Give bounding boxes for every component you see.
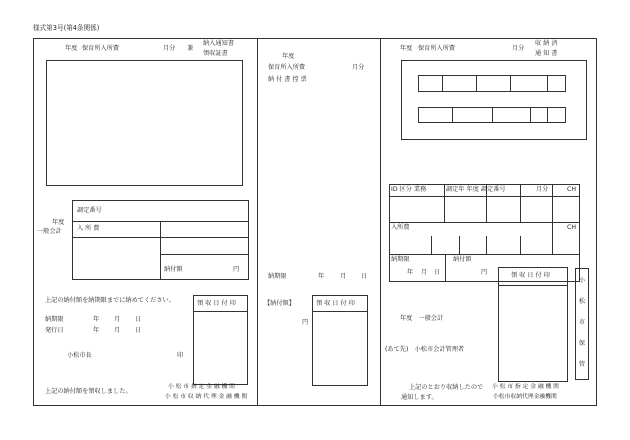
grid-header-id: ID 区分 業務 <box>391 186 427 193</box>
ocr-cell-line <box>476 75 477 92</box>
vertical-char: 松 <box>578 298 586 305</box>
left-title-year: 年度 <box>65 45 78 52</box>
mid-yen: 円 <box>302 319 309 326</box>
vertical-char: 管 <box>578 361 586 368</box>
grid-vline <box>431 236 432 254</box>
mid-year: 年度 <box>282 53 295 60</box>
grid-vline <box>520 236 521 254</box>
ocr-cell-line <box>492 107 493 123</box>
right-bank-designated: 小 松 市 指 定 金 融 機 関 <box>492 384 559 390</box>
left-account-year: 年度 <box>52 219 65 226</box>
ocr-cell-line <box>547 107 548 123</box>
right-title-2: 通 知 書 <box>535 50 558 57</box>
grid-header-ch: CH <box>567 186 576 193</box>
column-divider-right <box>380 38 381 406</box>
vertical-char: 小 <box>578 277 586 284</box>
column-divider-left <box>257 38 258 406</box>
right-due-label: 納期限 <box>391 256 410 263</box>
stamp-box-line <box>498 285 568 286</box>
mid-title: 納 付 書 控 票 <box>268 76 307 83</box>
right-paid-label: 納付額 <box>453 256 472 263</box>
right-title-month: 月分 <box>512 45 525 52</box>
left-bank-designated: 小 松 市 指 定 金 融 機 関 <box>168 384 235 390</box>
form-number: 様式第3号(第4条関係) <box>33 24 100 32</box>
right-received-1: 上記のとおり収納したので <box>409 384 484 391</box>
fee-label: 入 所 費 <box>77 225 100 232</box>
mid-name: 保育所入所費 <box>268 64 306 71</box>
mid-month: 月分 <box>352 64 365 71</box>
due-date-label: 納期限 <box>45 316 64 323</box>
right-ch2: CH <box>567 224 576 231</box>
left-title-notice: 納入通知書 <box>203 40 234 47</box>
left-stamp-box <box>193 295 248 385</box>
ocr-cell-line <box>442 75 443 92</box>
fee-table-line <box>160 254 249 255</box>
due-month: 月 <box>114 316 121 323</box>
right-stamp-label: 領 収 日 付 印 <box>511 272 550 279</box>
right-title-1: 収 納 済 <box>535 40 558 47</box>
payment-instruction: 上記の納付額を納期限までに納めてください。 <box>45 297 175 304</box>
vertical-char: 市 <box>578 319 586 326</box>
issue-year: 年 <box>93 327 100 334</box>
mid-due-day: 日 <box>361 273 368 280</box>
ocr-row-1 <box>418 75 566 92</box>
grid-vline <box>552 184 553 222</box>
due-year: 年 <box>93 316 100 323</box>
right-due-month: 月 <box>421 269 428 276</box>
right-title-year: 年度 <box>400 45 413 52</box>
ocr-cell-line <box>452 107 453 123</box>
left-stamp-label: 領 収 日 付 印 <box>197 300 236 307</box>
right-due-year: 年 <box>407 269 414 276</box>
grid-vline <box>445 254 446 282</box>
right-account: 年度 一般会計 <box>400 315 444 322</box>
right-received-2: 通知します。 <box>401 394 438 401</box>
mid-stamp-label: 領 収 日 付 印 <box>316 300 355 307</box>
issue-day: 日 <box>135 327 142 334</box>
right-addressee: (あて先) 小松市会計管理者 <box>385 346 465 353</box>
right-fee-label: 入所費 <box>391 224 410 231</box>
ocr-cell-line <box>547 75 548 92</box>
left-bank-agent: 小 松 市 収 納 代 理 金 融 機 関 <box>165 394 248 400</box>
mayor-label: 小松市長 <box>67 352 92 359</box>
right-due-day: 日 <box>434 269 441 276</box>
mid-due-year: 年 <box>318 273 325 280</box>
seal-label: 印 <box>177 352 184 359</box>
stamp-box-line <box>193 311 248 312</box>
decision-no-label: 調定番号 <box>77 207 102 214</box>
ocr-frame <box>401 60 587 140</box>
left-title-name: 保育所入所費 <box>82 45 120 52</box>
right-yen: 円 <box>481 269 488 276</box>
issue-month: 月 <box>114 327 121 334</box>
ocr-cell-line <box>510 75 511 92</box>
grid-vline <box>520 184 521 222</box>
mid-due-label: 納期限 <box>268 273 287 280</box>
ocr-cell-line <box>530 107 531 123</box>
received-text: 上記の納付額を領収しました。 <box>45 388 132 395</box>
left-account-name: 一般会計 <box>37 228 62 235</box>
grid-vline <box>459 236 460 254</box>
grid-vline <box>486 236 487 254</box>
address-window <box>46 60 243 186</box>
grid-vline <box>552 222 553 254</box>
grid-header-month: 月分 <box>536 186 549 193</box>
grid-vline <box>444 184 445 222</box>
due-day: 日 <box>135 316 142 323</box>
paid-amount-label: 納付額 <box>164 266 183 273</box>
grid-line <box>389 254 580 255</box>
stamp-box-line <box>312 311 368 312</box>
mid-due-month: 月 <box>340 273 347 280</box>
right-title-name: 保育所入所費 <box>418 45 456 52</box>
fee-table-vline <box>160 221 161 280</box>
mid-paid-label: 【納付額】 <box>264 300 295 307</box>
right-bank-agent: 小松市収納代理金融機関 <box>493 394 557 400</box>
left-title-ken: 兼 <box>187 45 194 52</box>
issue-date-label: 発行日 <box>45 327 64 334</box>
vertical-char: 保 <box>578 340 586 347</box>
left-title-receipt: 領収証書 <box>203 50 228 57</box>
yen-label: 円 <box>233 266 240 273</box>
grid-header-mid: 調定年 年度 調定番号 <box>446 186 506 193</box>
mid-stamp-box <box>312 295 368 386</box>
left-title-month: 月分 <box>163 45 176 52</box>
